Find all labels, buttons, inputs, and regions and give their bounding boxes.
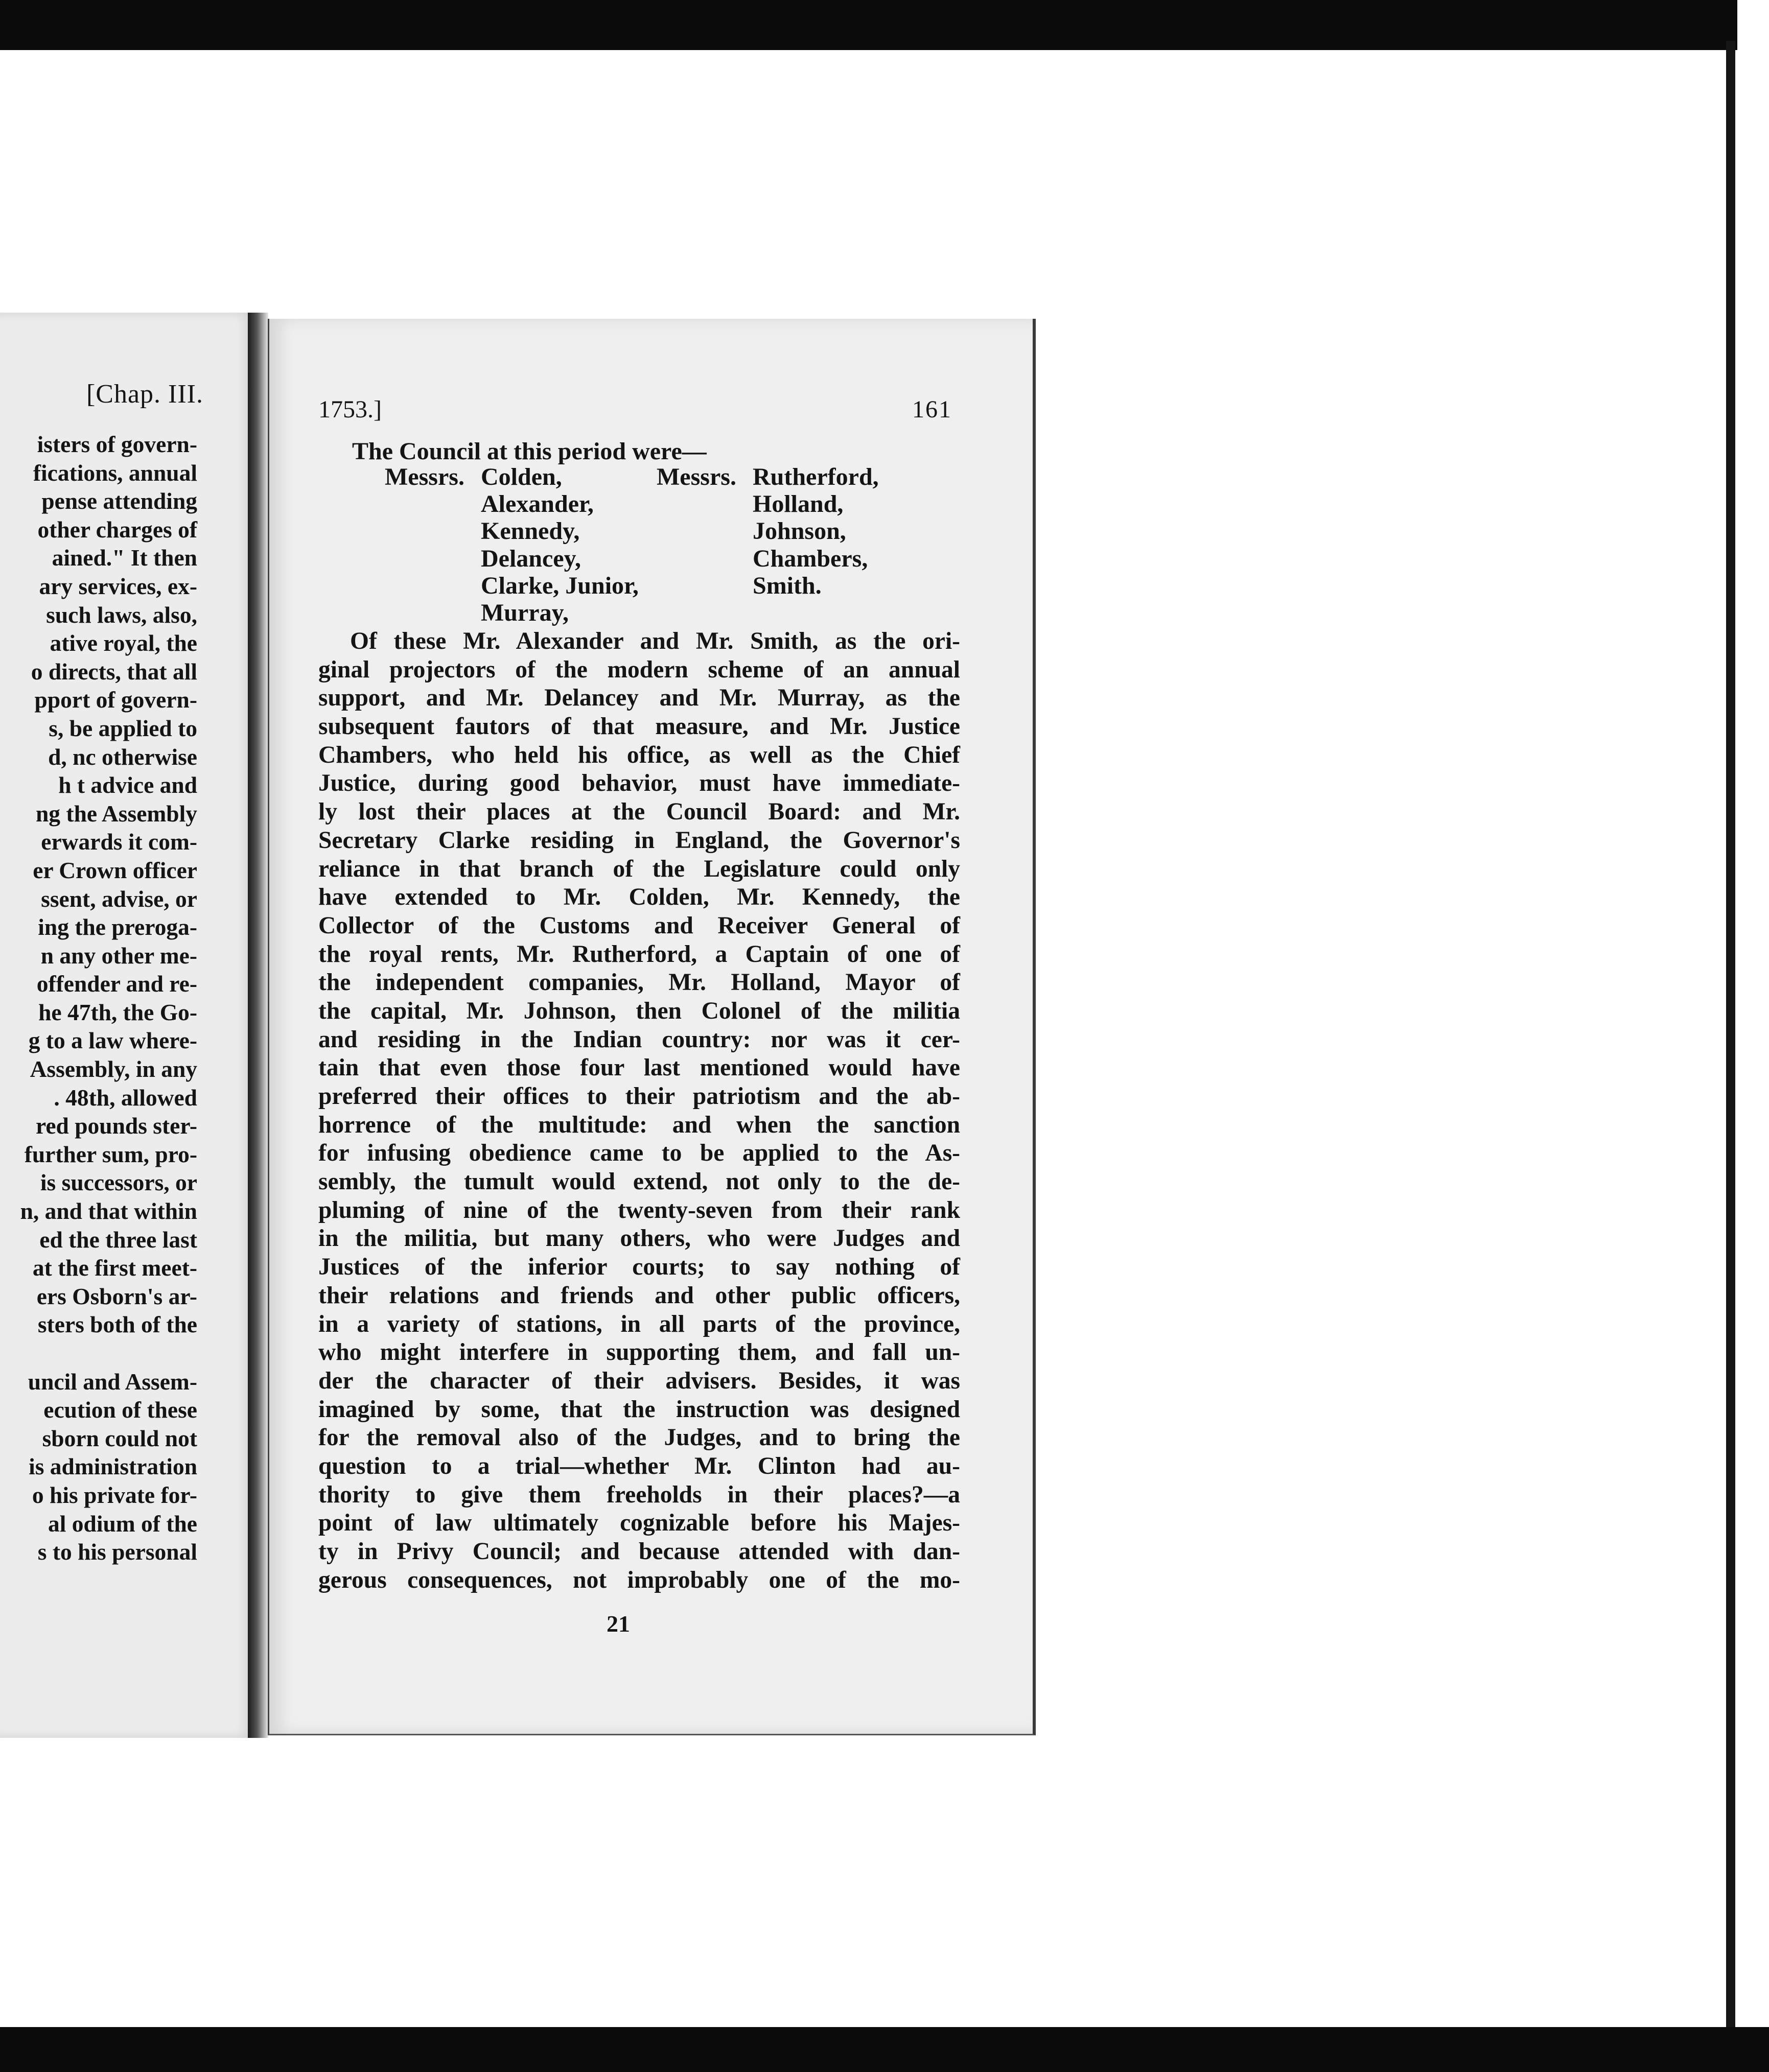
text-line: offender and re- bbox=[36, 971, 197, 997]
text-line: subsequent fautors of that measure, and Mr. Justice bbox=[318, 713, 960, 740]
text-line: pluming of nine of the twenty-seven from their rank bbox=[318, 1196, 960, 1223]
signature-mark: 21 bbox=[607, 1611, 630, 1637]
text-line: and residing in the Indian country: nor was it cer- bbox=[318, 1026, 960, 1053]
council-member: Delancey, bbox=[481, 545, 581, 572]
right-page bbox=[268, 319, 1036, 1735]
council-names-right bbox=[657, 463, 879, 599]
text-line: the royal rents, Mr. Rutherford, a Captain of one of bbox=[318, 940, 960, 968]
council-intro: The Council at this period were— bbox=[352, 438, 707, 465]
text-line: Of these Mr. Alexander and Mr. Smith, as the ori- bbox=[350, 628, 960, 654]
text-line: preferred their offices to their patriotism and the ab- bbox=[318, 1083, 960, 1110]
text-line: for the removal also of the Judges, and to bring the bbox=[318, 1424, 960, 1451]
body-paragraph bbox=[318, 627, 960, 1594]
text-line: other charges of bbox=[37, 516, 197, 543]
text-line: point of law ultimately cognizable before his Majes- bbox=[318, 1510, 960, 1537]
council-prefix: Messrs. bbox=[657, 463, 736, 490]
running-head-year: 1753.] bbox=[318, 396, 382, 423]
text-line: sborn could not bbox=[42, 1425, 197, 1451]
text-line: their relations and friends and other public officers, bbox=[318, 1282, 960, 1309]
text-line: is administration bbox=[29, 1453, 197, 1480]
text-line: s to his personal bbox=[37, 1539, 197, 1565]
text-line: Secretary Clarke residing in England, the Governor's bbox=[318, 827, 960, 854]
text-line: ty in Privy Council; and because attended with dan- bbox=[318, 1538, 960, 1565]
text-line: o directs, that all bbox=[31, 658, 197, 685]
text-line: at the first meet- bbox=[32, 1255, 197, 1281]
text-line: pense attending bbox=[41, 488, 197, 514]
text-line: . 48th, allowed bbox=[54, 1084, 197, 1111]
council-member: Johnson, bbox=[753, 517, 846, 545]
text-line: fications, annual bbox=[33, 459, 197, 486]
text-line: support, and Mr. Delancey and Mr. Murray, as the bbox=[318, 685, 960, 712]
text-line: in a variety of stations, in all parts of the province, bbox=[318, 1310, 960, 1337]
text-line: ative royal, the bbox=[50, 630, 197, 656]
council-member: Murray, bbox=[481, 599, 569, 626]
text-line: the independent companies, Mr. Holland, Mayor of bbox=[318, 969, 960, 996]
left-running-head: [Chap. III. bbox=[86, 380, 203, 409]
council-member: Smith. bbox=[753, 572, 822, 599]
council-member: Chambers, bbox=[753, 545, 868, 572]
text-line: h t advice and bbox=[58, 772, 197, 798]
text-line: er Crown officer bbox=[33, 857, 197, 883]
council-member: Alexander, bbox=[481, 490, 594, 518]
text-line: uncil and Assem- bbox=[28, 1368, 197, 1395]
council-member bbox=[385, 463, 639, 490]
text-line: pport of govern- bbox=[34, 687, 197, 713]
text-line: reliance in that branch of the Legislature could only bbox=[318, 855, 960, 882]
text-line: ed the three last bbox=[39, 1226, 197, 1253]
page-number: 161 bbox=[912, 396, 952, 423]
text-line: ly lost their places at the Council Board: and Mr. bbox=[318, 798, 960, 826]
text-line: Justice, during good behavior, must have immediate- bbox=[318, 770, 960, 797]
text-line: ecution of these bbox=[43, 1397, 197, 1423]
text-line: ained." It then bbox=[52, 545, 197, 571]
text-line: isters of govern- bbox=[37, 431, 197, 457]
text-line: imagined by some, that the instruction was designed bbox=[318, 1396, 960, 1423]
text-line: s, be applied to bbox=[49, 715, 197, 741]
text-line: ng the Assembly bbox=[35, 800, 197, 827]
film-border-right bbox=[1726, 41, 1735, 2028]
left-page-text bbox=[20, 430, 197, 1566]
text-line: ing the preroga- bbox=[38, 914, 197, 940]
text-line: o his private for- bbox=[32, 1481, 197, 1508]
film-border-top bbox=[0, 0, 1737, 50]
council-member bbox=[657, 463, 879, 490]
text-line: ssent, advise, or bbox=[41, 885, 197, 912]
text-line: Justices of the inferior courts; to say nothing of bbox=[318, 1254, 960, 1281]
text-line: who might interfere in supporting them, and fall un- bbox=[318, 1339, 960, 1366]
text-line: n any other me- bbox=[40, 942, 197, 969]
council-member: Holland, bbox=[753, 490, 844, 518]
text-line: n, and that within bbox=[20, 1198, 197, 1225]
text-line: erwards it com- bbox=[41, 829, 197, 855]
text-line: ers Osborn's ar- bbox=[36, 1283, 197, 1309]
text-line: thority to give them freeholds in their places?—a bbox=[318, 1481, 960, 1508]
left-page bbox=[0, 313, 256, 1738]
text-line: horrence of the multitude: and when the sanction bbox=[318, 1111, 960, 1138]
council-member: Clarke, Junior, bbox=[481, 572, 639, 599]
text-line: have extended to Mr. Colden, Mr. Kennedy, the bbox=[318, 884, 960, 911]
text-line: gerous consequences, not improbably one of the mo- bbox=[318, 1566, 960, 1593]
council-names-left bbox=[385, 463, 639, 626]
text-line: Chambers, who held his office, as well as the Chief bbox=[318, 741, 960, 768]
text-line: sters both of the bbox=[37, 1311, 197, 1338]
text-line: question to a trial—whether Mr. Clinton had au- bbox=[318, 1452, 960, 1479]
text-line: he 47th, the Go- bbox=[38, 999, 197, 1025]
text-line bbox=[20, 1339, 197, 1368]
text-line: for infusing obedience came to be applied to the As- bbox=[318, 1140, 960, 1167]
text-line: al odium of the bbox=[48, 1510, 197, 1537]
council-member-name: Rutherford, bbox=[753, 463, 879, 490]
film-border-bottom bbox=[0, 2027, 1769, 2072]
council-member-name: Colden, bbox=[481, 463, 562, 490]
text-line: Collector of the Customs and Receiver General of bbox=[318, 912, 960, 939]
text-line: Assembly, in any bbox=[30, 1056, 197, 1082]
running-head bbox=[318, 395, 952, 426]
text-line: the capital, Mr. Johnson, then Colonel of the militia bbox=[318, 997, 960, 1024]
text-line: d, nc otherwise bbox=[48, 743, 197, 770]
text-line: red pounds ster- bbox=[35, 1113, 197, 1139]
text-line: ginal projectors of the modern scheme of an annual bbox=[318, 656, 960, 683]
book-gutter bbox=[248, 313, 268, 1738]
text-line: further sum, pro- bbox=[24, 1141, 197, 1167]
text-line: tain that even those four last mentioned would have bbox=[318, 1054, 960, 1081]
text-line: der the character of their advisers. Besides, it was bbox=[318, 1367, 960, 1394]
council-prefix: Messrs. bbox=[385, 463, 464, 490]
text-line: is successors, or bbox=[40, 1169, 197, 1196]
text-line: such laws, also, bbox=[46, 601, 197, 628]
text-line: sembly, the tumult would extend, not only to the de- bbox=[318, 1168, 960, 1195]
text-line: in the militia, but many others, who were Judges and bbox=[318, 1225, 960, 1252]
text-line: ary services, ex- bbox=[39, 573, 197, 599]
council-member: Kennedy, bbox=[481, 517, 580, 545]
text-line: g to a law where- bbox=[28, 1027, 197, 1054]
